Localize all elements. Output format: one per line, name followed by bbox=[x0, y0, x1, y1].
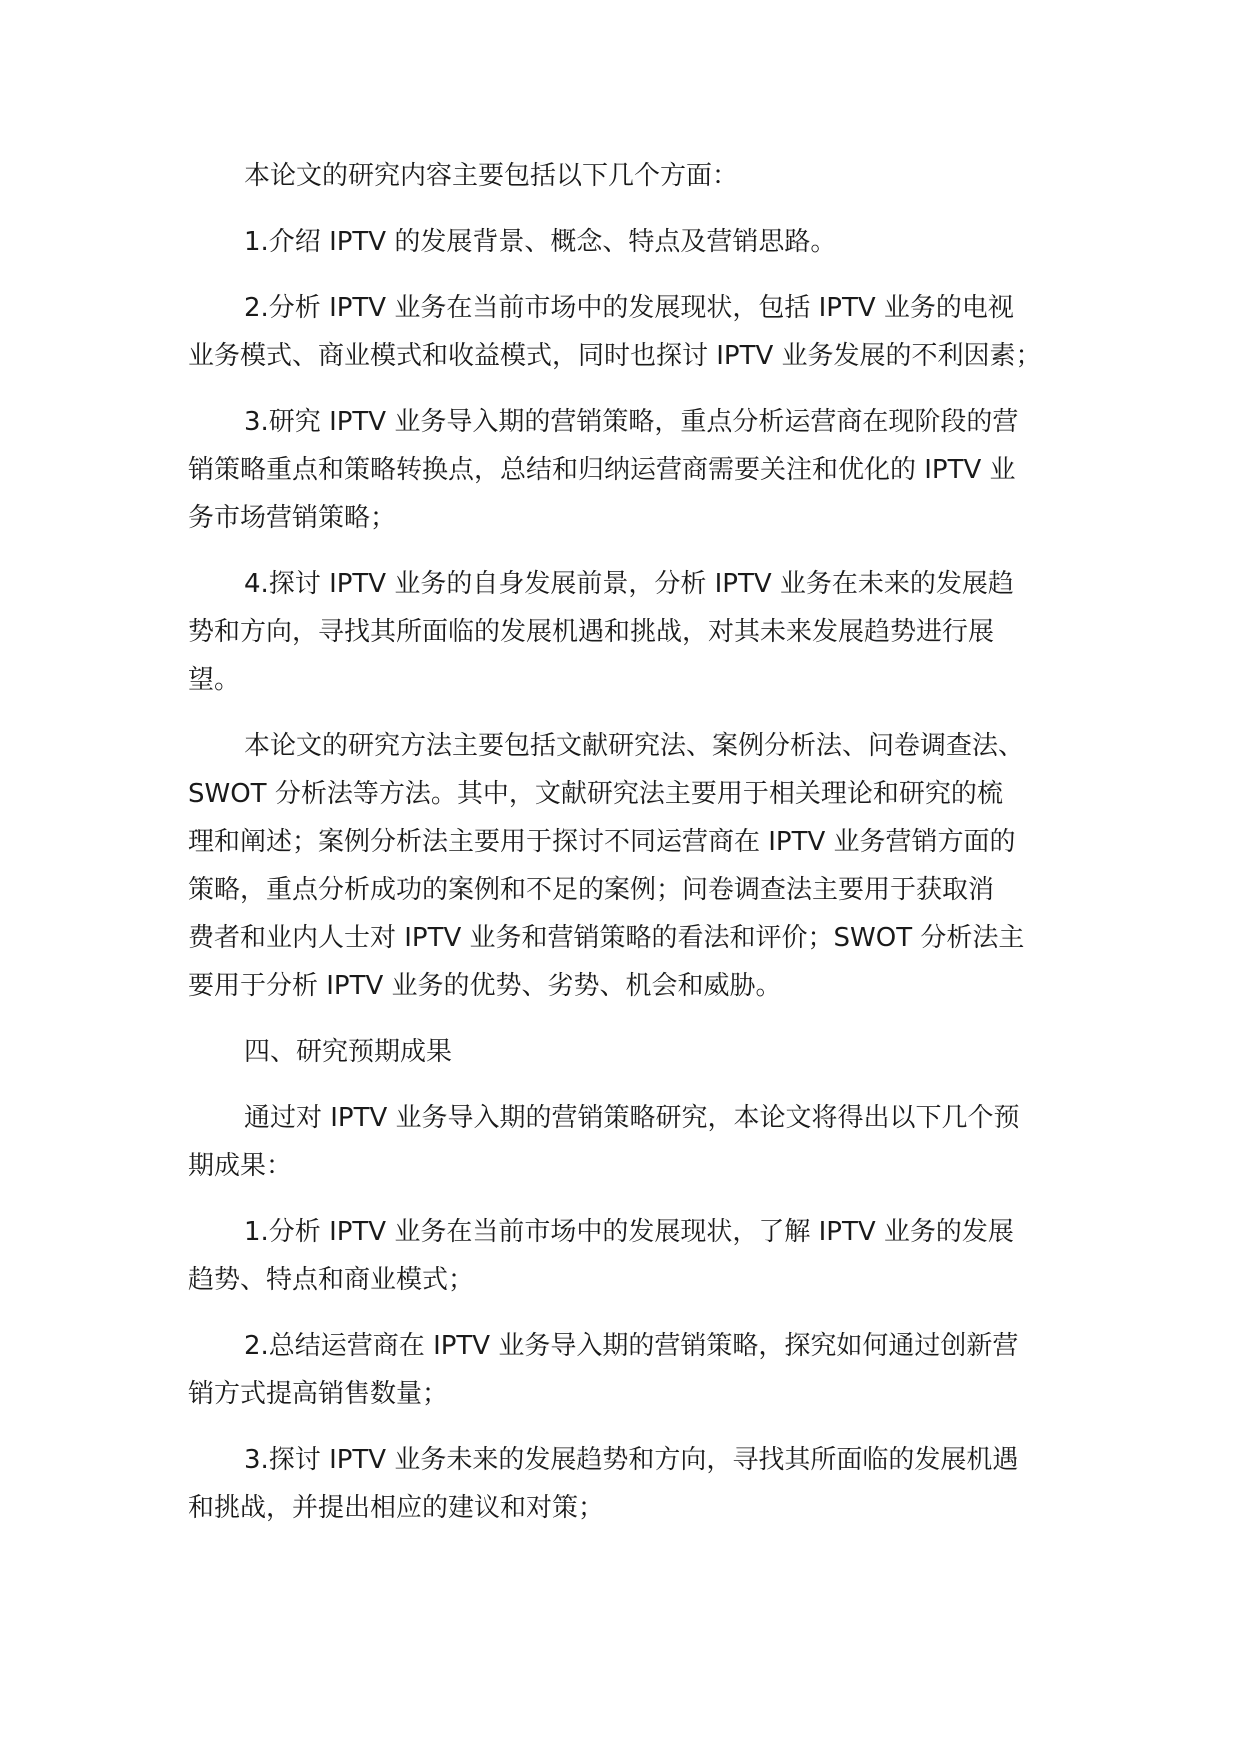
text-line: 务市场营销策略； bbox=[188, 503, 397, 533]
text-line: 4.探讨 IPTV 业务的自身发展前景，分析 IPTV 业务在未来的发展趋 bbox=[244, 569, 1014, 599]
text-line: 销策略重点和策略转换点，总结和归纳运营商需要关注和优化的 IPTV 业 bbox=[188, 455, 1016, 485]
text-line: 望。 bbox=[188, 665, 241, 695]
text-line: 2.分析 IPTV 业务在当前市场中的发展现状，包括 IPTV 业务的电视 bbox=[244, 293, 1014, 323]
text-line: 趋势、特点和商业模式； bbox=[188, 1265, 475, 1295]
text-line: 期成果： bbox=[188, 1151, 293, 1181]
text-line: 理和阐述；案例分析法主要用于探讨不同运营商在 IPTV 业务营销方面的 bbox=[188, 827, 1016, 857]
text-line: 本论文的研究内容主要包括以下几个方面： bbox=[244, 161, 739, 191]
paragraph-result-3 bbox=[188, 1436, 1088, 1532]
paragraph-item-4 bbox=[188, 560, 1088, 704]
text-line: 2.总结运营商在 IPTV 业务导入期的营销策略，探究如何通过创新营 bbox=[244, 1331, 1019, 1361]
text-line: 1.介绍 IPTV 的发展背景、概念、特点及营销思路。 bbox=[244, 227, 837, 257]
paragraph-item-1 bbox=[188, 218, 1088, 266]
text-line: 费者和业内人士对 IPTV 业务和营销策略的看法和评价；SWOT 分析法主 bbox=[188, 923, 1025, 953]
text-line: 1.分析 IPTV 业务在当前市场中的发展现状，了解 IPTV 业务的发展 bbox=[244, 1217, 1014, 1247]
text-line: 本论文的研究方法主要包括文献研究法、案例分析法、问卷调查法、 bbox=[244, 731, 1025, 761]
paragraph-item-3 bbox=[188, 398, 1088, 542]
text-line: 通过对 IPTV 业务导入期的营销策略研究，本论文将得出以下几个预 bbox=[244, 1103, 1020, 1133]
text-line: 要用于分析 IPTV 业务的优势、劣势、机会和威胁。 bbox=[188, 971, 782, 1001]
paragraph-result-1 bbox=[188, 1208, 1088, 1304]
paragraph-item-2 bbox=[188, 284, 1088, 380]
paragraph-research-content-intro bbox=[188, 152, 1088, 200]
paragraph-research-methods bbox=[188, 722, 1088, 1010]
paragraph-expected-results-intro bbox=[188, 1094, 1088, 1190]
paragraph-result-2 bbox=[188, 1322, 1088, 1418]
text-line: 销方式提高销售数量； bbox=[188, 1379, 449, 1409]
text-line: 四、研究预期成果 bbox=[244, 1037, 453, 1067]
section-heading-expected-results bbox=[188, 1028, 1088, 1076]
text-line: 业务模式、商业模式和收益模式，同时也探讨 IPTV 业务发展的不利因素； bbox=[188, 341, 1042, 371]
text-line: SWOT 分析法等方法。其中，文献研究法主要用于相关理论和研究的梳 bbox=[188, 779, 1003, 809]
document-body bbox=[188, 152, 1088, 1550]
text-line: 和挑战，并提出相应的建议和对策； bbox=[188, 1493, 605, 1523]
text-line: 势和方向，寻找其所面临的发展机遇和挑战，对其未来发展趋势进行展 bbox=[188, 617, 995, 647]
text-line: 3.研究 IPTV 业务导入期的营销策略，重点分析运营商在现阶段的营 bbox=[244, 407, 1019, 437]
text-line: 策略，重点分析成功的案例和不足的案例；问卷调查法主要用于获取消 bbox=[188, 875, 995, 905]
text-line: 3.探讨 IPTV 业务未来的发展趋势和方向，寻找其所面临的发展机遇 bbox=[244, 1445, 1019, 1475]
